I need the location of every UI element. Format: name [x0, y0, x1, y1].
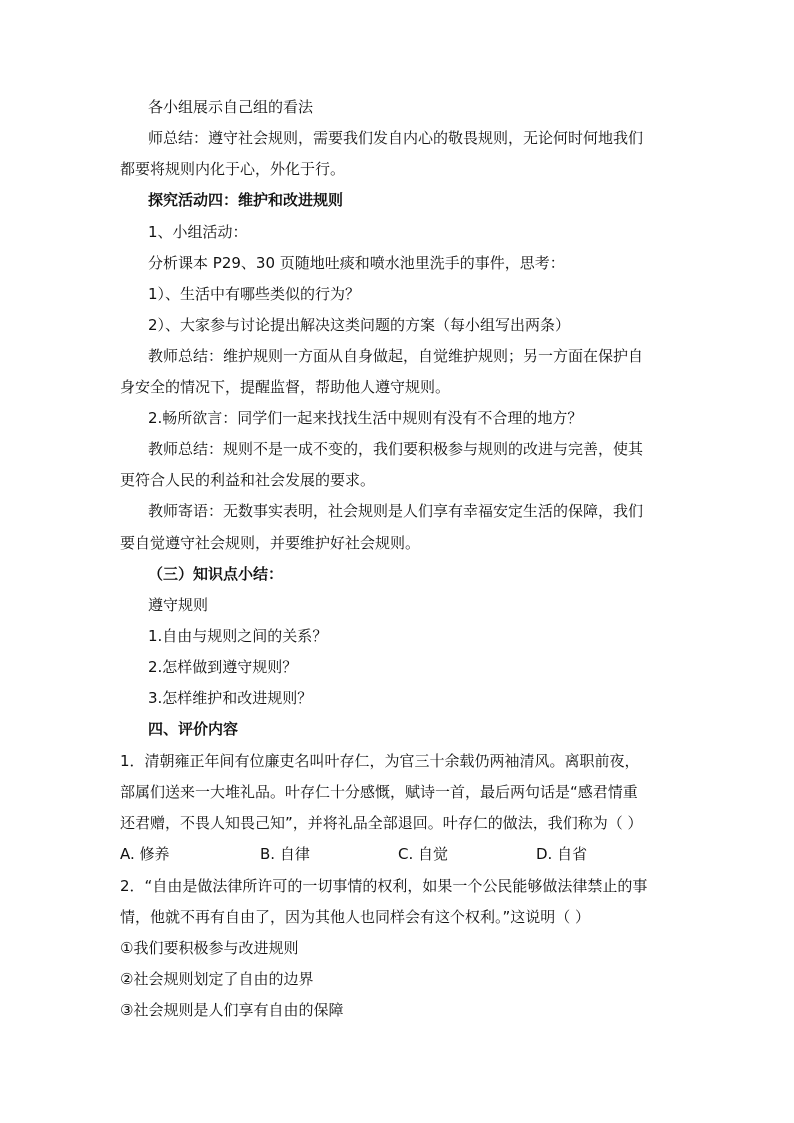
text-line: 都要将规则内化于心，外化于行。 — [120, 160, 346, 178]
choice-item: ①我们要积极参与改进规则 — [120, 939, 299, 957]
text-line: 3.怎样维护和改进规则？ — [148, 689, 313, 707]
text-line: 教师总结：规则不是一成不变的，我们要积极参与规则的改进与完善，使其 — [148, 440, 644, 458]
section-heading: （三）知识点小结： — [148, 565, 284, 583]
text-line: 各小组展示自己组的看法 — [148, 98, 314, 116]
text-line: 遵守规则 — [148, 596, 209, 614]
question-line: 1．清朝雍正年间有位廉吏名叫叶存仁，为官三十余载仍两袖清风。离职前夜， — [120, 752, 640, 770]
text-line: 教师寄语：无数事实表明，社会规则是人们享有幸福安定生活的保障，我们 — [148, 502, 644, 520]
question-line: 情，他就不再有自由了，因为其他人也同样会有这个权利。”这说明（ ） — [120, 908, 591, 926]
section-heading: 探究活动四：维护和改进规则 — [148, 191, 344, 209]
option-c: C. 自觉 — [398, 845, 449, 863]
text-line: 身安全的情况下，提醒监督，帮助他人遵守规则。 — [120, 378, 451, 396]
choice-item: ③社会规则是人们享有自由的保障 — [120, 1001, 344, 1019]
text-line: 更符合人民的利益和社会发展的要求。 — [120, 471, 376, 489]
option-b: B. 自律 — [260, 845, 310, 863]
text-line: 2）、大家参与讨论提出解决这类问题的方案（每小组写出两条） — [148, 316, 571, 334]
text-line: 2.畅所欲言：同学们一起来找找生活中规则有没有不合理的地方？ — [148, 409, 583, 427]
text-line: 1）、生活中有哪些类似的行为？ — [148, 285, 361, 303]
text-line: 2.怎样做到遵守规则？ — [148, 658, 298, 676]
text-line: 教师总结：维护规则一方面从自身做起，自觉维护规则；另一方面在保护自 — [148, 347, 644, 365]
text-line: 1、小组活动： — [148, 223, 248, 241]
option-a: A. 修养 — [120, 845, 170, 863]
question-line: 还君赠，不畏人知畏己知”，并将礼品全部退回。叶存仁的做法，我们称为（ ） — [120, 814, 643, 832]
text-line: 分析课本 P29、30 页随地吐痰和喷水池里洗手的事件，思考： — [148, 254, 565, 272]
option-d: D. 自省 — [536, 845, 588, 863]
text-line: 要自觉遵守社会规则，并要维护好社会规则。 — [120, 534, 421, 552]
choice-item: ②社会规则划定了自由的边界 — [120, 970, 314, 988]
section-heading: 四、评价内容 — [148, 720, 239, 738]
question-line: 部属们送来一大堆礼品。叶存仁十分感慨，赋诗一首，最后两句话是“感君情重 — [120, 783, 638, 801]
text-line: 1.自由与规则之间的关系？ — [148, 627, 328, 645]
text-line: 师总结：遵守社会规则，需要我们发自内心的敬畏规则，无论何时何地我们 — [148, 129, 644, 147]
question-line: 2．“自由是做法律所许可的一切事情的权利，如果一个公民能够做法律禁止的事 — [120, 877, 648, 895]
